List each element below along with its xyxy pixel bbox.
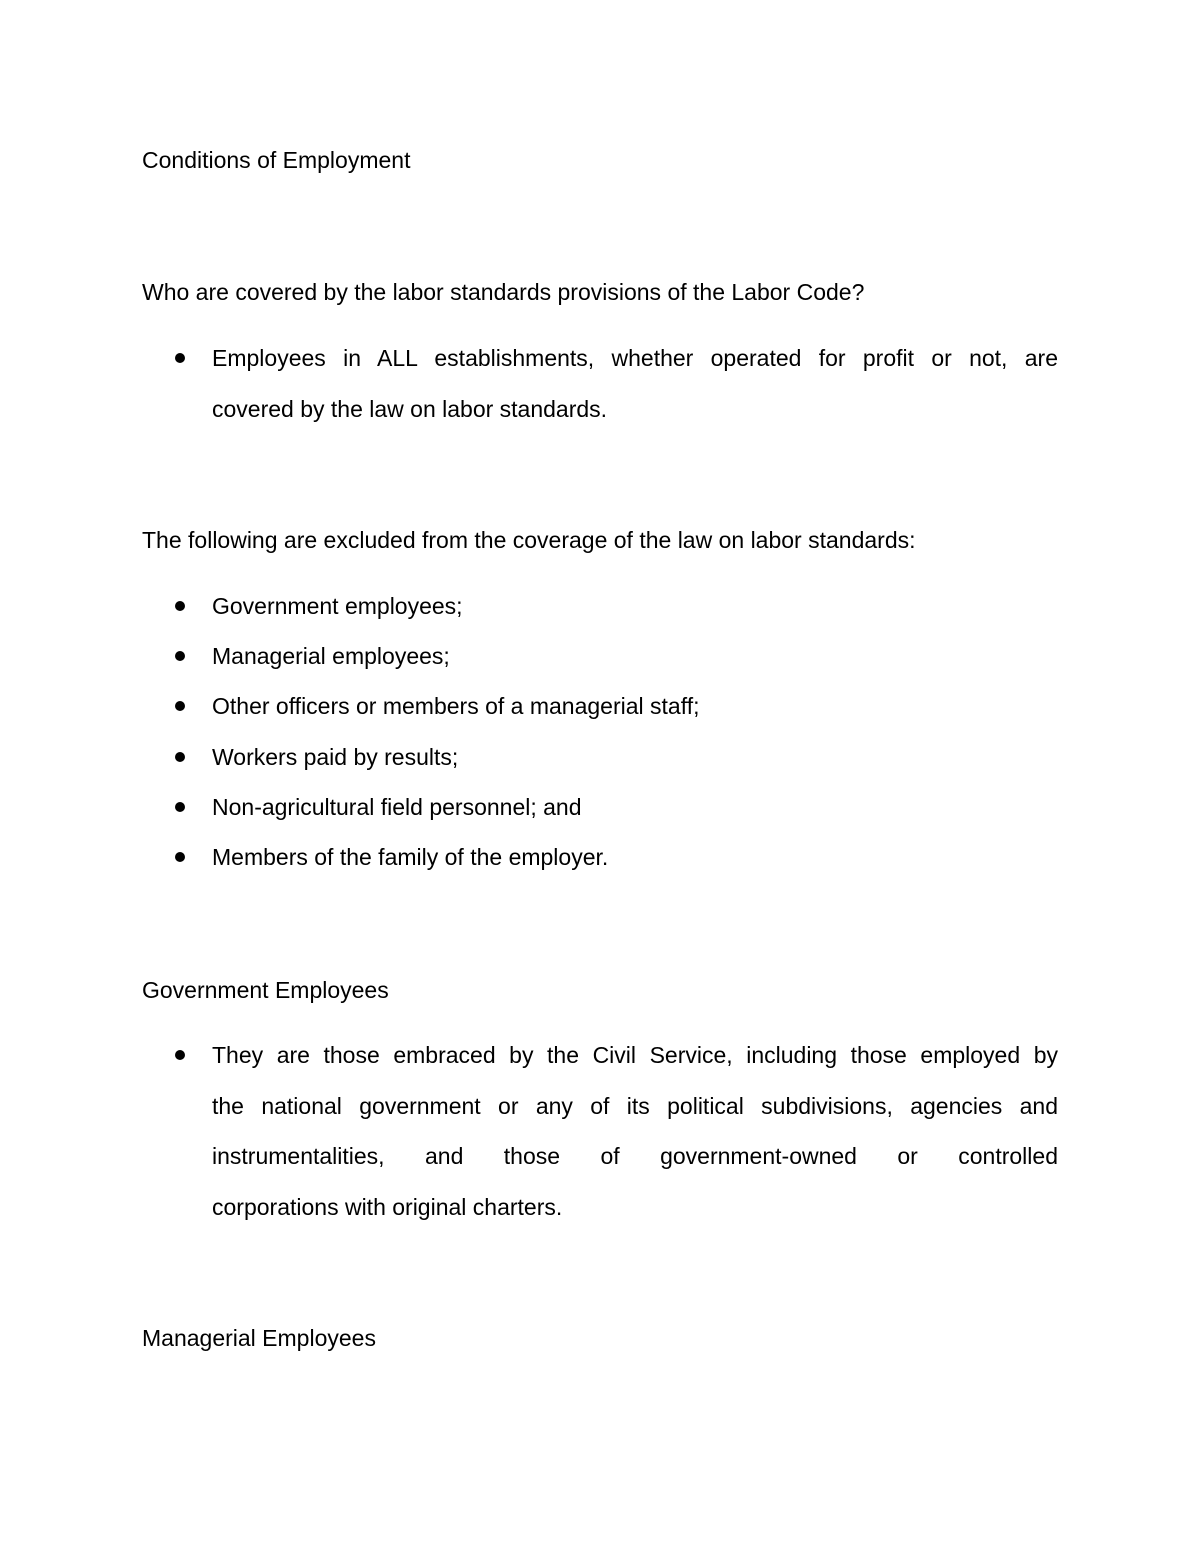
managerial-heading: Managerial Employees: [142, 1325, 376, 1351]
bullet-icon: [175, 802, 185, 812]
exclusion-item: Non-agricultural field personnel; and: [212, 794, 582, 820]
exclusion-item: Government employees;: [212, 593, 463, 619]
bullet-icon: [175, 1050, 185, 1060]
bullet-icon: [175, 752, 185, 762]
coverage-question: Who are covered by the labor standards provisions of the Labor Code?: [142, 279, 865, 305]
gov-definition: [212, 1030, 1058, 1232]
exclusion-item: Workers paid by results;: [212, 744, 459, 770]
gov-definition-line: corporations with original charters.: [212, 1193, 563, 1220]
exclusions-intro: The following are excluded from the coverage of the law on labor standards:: [142, 527, 916, 553]
gov-definition-line: instrumentalities, and those of government-owned or controlled: [212, 1143, 1058, 1169]
exclusion-item: Members of the family of the employer.: [212, 844, 609, 870]
coverage-answer-line: covered by the law on labor standards.: [212, 395, 608, 422]
bullet-icon: [175, 701, 185, 711]
gov-definition-line: the national government or any of its political subdivisions, agencies and: [212, 1092, 1058, 1119]
bullet-icon: [175, 601, 185, 611]
coverage-answer: [212, 333, 1058, 434]
exclusion-item: Other officers or members of a managerial staff;: [212, 693, 700, 719]
bullet-icon: [175, 353, 185, 363]
gov-heading: Government Employees: [142, 977, 389, 1003]
bullet-icon: [175, 852, 185, 862]
coverage-answer-line: Employees in ALL establishments, whether operated for profit or not, are: [212, 345, 1058, 371]
exclusion-item: Managerial employees;: [212, 643, 450, 669]
document-title: Conditions of Employment: [142, 147, 411, 173]
bullet-icon: [175, 651, 185, 661]
gov-definition-line: They are those embraced by the Civil Service, including those employed by: [212, 1042, 1058, 1068]
